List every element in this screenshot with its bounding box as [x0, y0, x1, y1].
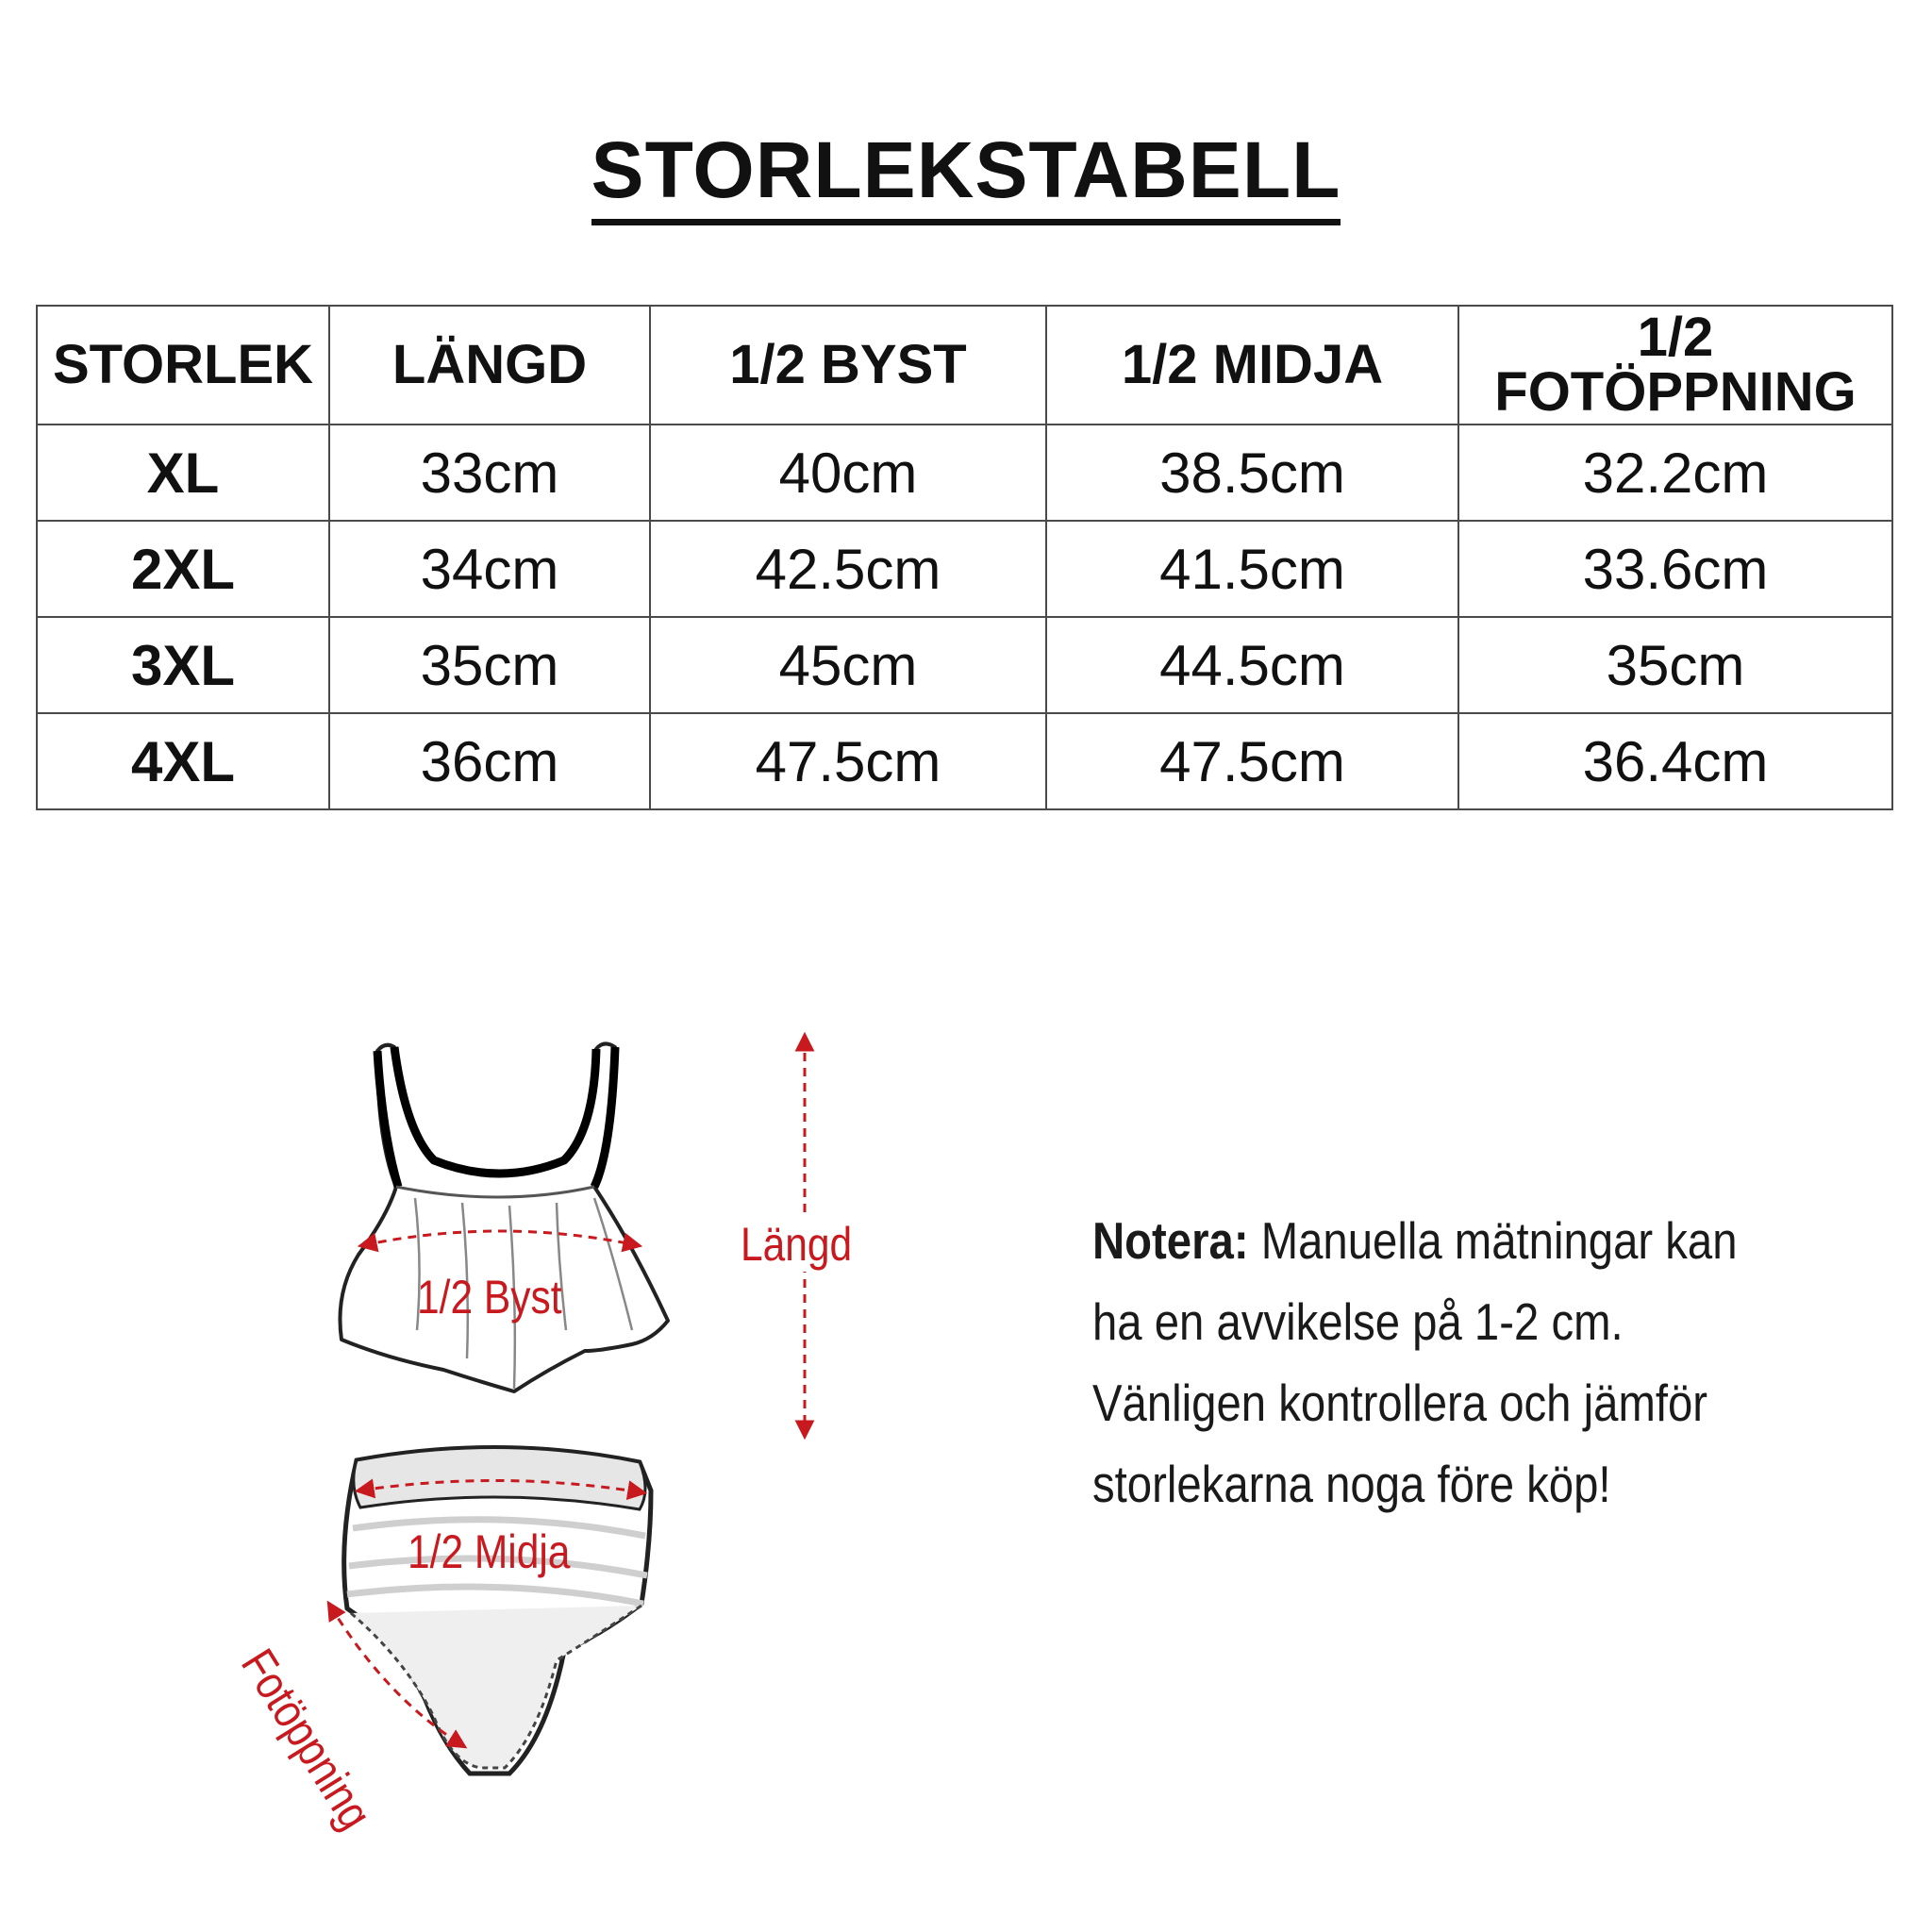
midja-cell: 44.5cm — [1046, 617, 1458, 713]
fotoppning-cell: 33.6cm — [1458, 521, 1892, 617]
header-byst: 1/2 BYST — [650, 306, 1046, 425]
fotoppning-cell: 36.4cm — [1458, 713, 1892, 809]
size-cell: 4XL — [37, 713, 329, 809]
size-cell: 3XL — [37, 617, 329, 713]
langd-cell: 33cm — [329, 425, 650, 521]
header-row — [37, 306, 1892, 425]
length-label: Längd — [741, 1218, 853, 1271]
swimsuit-illustration — [311, 1019, 953, 1849]
table-row — [37, 617, 1892, 713]
note-label: Notera: — [1092, 1211, 1249, 1270]
table-row — [37, 521, 1892, 617]
header-langd: LÄNGD — [329, 306, 650, 425]
size-cell: 2XL — [37, 521, 329, 617]
langd-cell: 36cm — [329, 713, 650, 809]
bust-label: 1/2 Byst — [417, 1271, 562, 1324]
size-table — [36, 305, 1893, 810]
byst-cell: 42.5cm — [650, 521, 1046, 617]
midja-cell: 38.5cm — [1046, 425, 1458, 521]
table-row — [37, 425, 1892, 521]
langd-cell: 35cm — [329, 617, 650, 713]
fotoppning-cell: 35cm — [1458, 617, 1892, 713]
header-storlek: STORLEK — [37, 306, 329, 425]
table-row — [37, 713, 1892, 809]
page-title: STORLEKSTABELL — [0, 130, 1932, 225]
midja-cell: 47.5cm — [1046, 713, 1458, 809]
byst-cell: 40cm — [650, 425, 1046, 521]
byst-cell: 47.5cm — [650, 713, 1046, 809]
swimsuit-diagram — [231, 1019, 953, 1849]
midja-cell: 41.5cm — [1046, 521, 1458, 617]
header-fotoppning: 1/2 FOTÖPPNING — [1458, 306, 1892, 425]
note-body: Manuella mätningar kan ha en avvikelse på 1-2 cm. Vänligen kontrollera och jämför storlekarna noga före köp! — [1092, 1211, 1738, 1513]
size-cell: XL — [37, 425, 329, 521]
langd-cell: 34cm — [329, 521, 650, 617]
top-garment — [340, 1043, 668, 1391]
waist-label: 1/2 Midja — [408, 1525, 571, 1578]
note-text — [1092, 1200, 1766, 1524]
fotoppning-cell: 32.2cm — [1458, 425, 1892, 521]
leg-opening-label: Fotöppning — [231, 1640, 383, 1839]
bottom-garment — [344, 1447, 651, 1774]
header-midja: 1/2 MIDJA — [1046, 306, 1458, 425]
byst-cell: 45cm — [650, 617, 1046, 713]
